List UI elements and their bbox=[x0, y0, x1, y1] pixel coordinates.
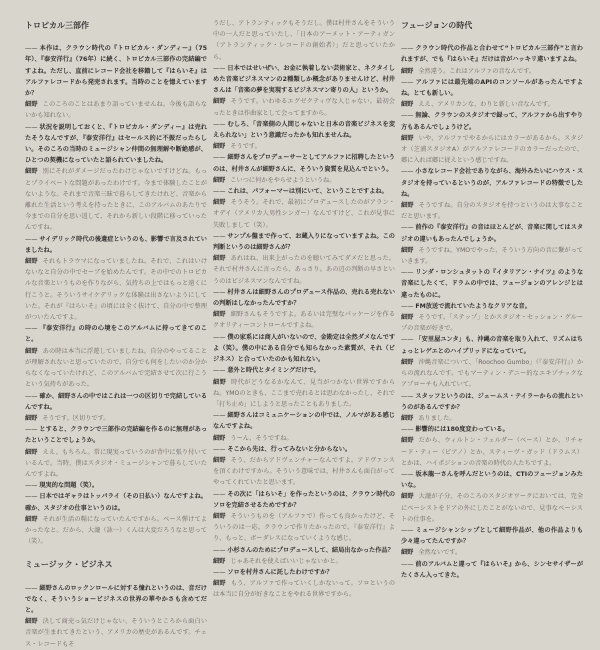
question-paragraph: —— 意外と時代とタイミングだけで。 bbox=[213, 365, 395, 376]
answer-text: そういうものを（アルファで）作っても良かったけど、そういうのは一応、クラウンで作りたかったので。『泰安洋行』より、もっと、ボーダレスになっていくような感じ。 bbox=[213, 512, 395, 543]
answer-text: あれはね、出来上がったのを聴いてみてダメだと思った。それで村井さんに言ったら、あっさり。あの辺の判断の早さというのはビジネスマンなんですね。 bbox=[213, 255, 396, 285]
answer-paragraph bbox=[401, 413, 583, 424]
speaker-name: 細野 bbox=[401, 134, 414, 142]
answer-paragraph bbox=[213, 175, 395, 186]
speaker-name: 細野 bbox=[213, 255, 226, 263]
answer-text: 全然ないです。 bbox=[418, 549, 462, 557]
speaker-name: 細野 bbox=[401, 549, 414, 557]
answer-paragraph bbox=[213, 197, 395, 231]
answer-text: 細野さんもそうですよ。あるいは完璧なパッケージを作るクオリティーコントロールですよね。 bbox=[213, 311, 396, 330]
question-paragraph: —— 無論、クラウンのスタジオで録って、アルファから出すやり方もあるんでしょうけど。 bbox=[401, 110, 583, 132]
speaker-name: 細野 bbox=[25, 258, 38, 266]
speaker-name: 細野 bbox=[401, 202, 414, 210]
body-paragraph: うだし、アトランティックもそうだし。僕は村井さんをそういう中の一人だと思っていたし、「日本のアーメット・アーティガン（アトランティック・レコードの創始者）」だと思っていたから。 bbox=[213, 20, 395, 61]
answer-text: あの時は本当に浮遊していましたね。自分のやってることが理解されないと思っていたので、自分でも何をしたいのか分からなくなっていたけれど、このアルバムで完結させて次に行こうという気持ちがあった。 bbox=[25, 347, 208, 389]
answer-paragraph bbox=[401, 491, 583, 525]
answer-paragraph bbox=[213, 96, 395, 118]
question-paragraph: —— サンプル盤まで作って、お蔵入りになっていますよね。この判断というのは細野さんが？ bbox=[213, 231, 395, 253]
answer-paragraph bbox=[213, 433, 395, 444]
answer-text: そう、だからアドヴェンチャーなんですよ。アドヴァンスを頂くわけですから。そういう意味では、村井さんも面白がってやってくれていたと思います。 bbox=[213, 456, 395, 487]
question-paragraph: —— 小杉さんのためにプロデュースして、結局出なかった作品？ bbox=[213, 545, 395, 556]
question-paragraph: —— ソロを村井さんに託したわけですか？ bbox=[213, 567, 395, 578]
answer-text: いや、アルファでやるからにはカラーがあるから。スタジオ（芝浦スタジオA）がアルファレコードのカラーだったので、郷に入れば郷に従えという感じですね。 bbox=[401, 134, 584, 165]
answer-paragraph bbox=[213, 455, 395, 489]
answer-paragraph bbox=[401, 357, 583, 391]
answer-text: それが生活の糧になっていたんですから。ベース弾けてよかったなと。だから、大瀧（詠一）くんは大変だろうなと思って（笑）。 bbox=[25, 515, 207, 546]
answer-text: ありました。 bbox=[418, 414, 456, 422]
speaker-name: 細野 bbox=[213, 378, 227, 386]
answer-text: うーん、そうですね。 bbox=[230, 434, 293, 442]
speaker-name: 細野 bbox=[213, 98, 226, 106]
answer-text: だから、ウィルトン・フェルダー（ベース）とか、リチャード・ティー（ピアノ）とか、スティーヴ・ガッド（ドラムス）とかは、ハイポジションの音楽の時代の人たちですよ。 bbox=[401, 437, 584, 467]
column-left bbox=[25, 18, 207, 650]
speaker-name: 細野 bbox=[213, 512, 226, 520]
column-right bbox=[401, 18, 583, 581]
speaker-name: 細野 bbox=[213, 199, 226, 207]
question-paragraph: —— 坂本龍一さんを呼んだというのは、CTIのフュージョンみたいな。 bbox=[401, 469, 583, 491]
question-paragraph: —— とすると、クラウンで三部作の完結編を作るのに無理があったということでしょうか。 bbox=[25, 424, 207, 446]
answer-paragraph bbox=[401, 66, 583, 77]
answer-text: そうです。いわゆるエグゼクティヴな人じゃない。最初会ったときは作曲家として会ってますから。 bbox=[213, 98, 395, 117]
question-paragraph: —— むしろ、「音楽側の人間じゃないと日本の音楽ビジネスを変えられない」という意識だったかも知れませんね。 bbox=[213, 119, 395, 141]
question-paragraph: —— その次に「はらいそ」を作ったというのは、クラウン時代のソロを完結させるためですか？ bbox=[213, 489, 395, 511]
question-paragraph: —— 影響的には180度変わっている。 bbox=[401, 424, 583, 435]
speaker-name: 細野 bbox=[401, 101, 414, 109]
section-heading: トロピカル三部作 bbox=[25, 21, 89, 30]
speaker-name: 細野 bbox=[213, 557, 226, 565]
question-paragraph: —— 細野さんのロックンロールに対する憧れというのは、音だけでなく、そういうショービジネスの世界の華やかさも含めてだと。 bbox=[25, 583, 207, 617]
answer-text: 別にそれがダメージだったわけじゃないですけどね。もっとプライベートな問題があったわけです。今まで体験したことがないような。それまで音楽三昧で暮らしてきたけれど、音楽から離れた生活という考えを持ったときに、このアルバムのあたりで今までの自分を思い返して、それから新しい段階に移っていったんですね。 bbox=[25, 168, 208, 232]
question-paragraph: —— 細野さんをプロデューサーとしてアルファに招聘したというのは、村井さんが細野さんに、そういう資質を見込んでという。 bbox=[213, 152, 395, 174]
speaker-name: 細野 bbox=[213, 143, 226, 151]
speaker-name: 細野 bbox=[401, 414, 414, 422]
answer-paragraph bbox=[401, 245, 583, 267]
speaker-name: 細野 bbox=[401, 493, 414, 501]
speaker-name: 細野 bbox=[25, 618, 38, 626]
question-paragraph: —— FM放送で流れていたようなクリアな音。 bbox=[401, 301, 583, 312]
speaker-name: 細野 bbox=[213, 311, 226, 319]
speaker-name: 細野 bbox=[213, 434, 226, 442]
answer-paragraph bbox=[25, 447, 207, 481]
answer-paragraph bbox=[401, 435, 583, 469]
answer-text: そうです。「ステップ」とかスタジオ・セッション・グループの音楽が好きで。 bbox=[401, 314, 584, 333]
answer-paragraph bbox=[25, 346, 207, 391]
answer-paragraph bbox=[213, 309, 395, 331]
question-paragraph: —— 僕の家系には商人がいないので、金勘定は全然ダメなんですよ（笑）。僕の中にある自分でも知らなかった素質が、それ（ビジネス）と合っていたのかも知れない。 bbox=[213, 332, 395, 366]
answer-text: そうです。 bbox=[230, 143, 261, 151]
speaker-name: 細野 bbox=[401, 437, 414, 445]
answer-paragraph bbox=[25, 256, 207, 323]
speaker-name: 細野 bbox=[25, 347, 38, 355]
answer-paragraph bbox=[213, 556, 395, 567]
answer-text: 大瀧が子分、そのころのスタジオワークにおいては、完全にベーシストをドアの外にしたことがないので、見事なベーシストの仕事を。 bbox=[401, 493, 584, 523]
question-paragraph: —— 「安里屋ユンタ」も、沖縄の音楽を取り入れて、リズムはちょっとレゲエとのハイブリッドになっていて。 bbox=[401, 334, 583, 356]
answer-text: こいつに何かをやらせようというね。 bbox=[230, 176, 336, 184]
answer-text: 全然違う。これはアルファの音なんです。 bbox=[418, 67, 536, 75]
answer-text: 決して商売っ気だけじゃない、そういうところから面白い音楽が生まれてきたという、アメリカの歴史があるんです。チェス・レコードもそ bbox=[25, 618, 208, 648]
section-heading: ミュージック・ビジネス bbox=[25, 560, 113, 570]
speaker-name: 細野 bbox=[25, 414, 38, 422]
speaker-name: 細野 bbox=[401, 246, 414, 254]
speaker-name: 細野 bbox=[401, 67, 414, 75]
question-paragraph: —— 前のアルバムと違って『はらいそ』から、シンセサイザーがたくさん入ってきた。 bbox=[401, 559, 583, 581]
answer-text: ええ、もちろん。常に現実っていうのが背中に張り付いているんで。当時、僕はスタジオ・ミュージシャンで暮らしていたんですよね。 bbox=[25, 448, 208, 478]
answer-text: そうですね。YMOでやった、そういう方向の音に繋がっていきます。 bbox=[401, 246, 583, 266]
answer-paragraph bbox=[25, 413, 207, 424]
answer-paragraph bbox=[213, 377, 395, 411]
section-heading: フュージョンの時代 bbox=[401, 21, 473, 30]
answer-paragraph bbox=[401, 200, 583, 222]
answer-text: 沖縄音楽について、「Roochoo Gumbo」（『泰安洋行』）からの流れなんです。でもマーティン・デニー的なエキゾチックなアプローチも入れていて。 bbox=[401, 358, 584, 389]
answer-text: もう、アルファで作っていくしかないって。ソロというのは本当に自分が好きなことをやれる世界ですから。 bbox=[213, 580, 396, 599]
question-paragraph: —— ミュージシャンシップとして細野作品が、他の作品よりも少々違ってたんですか？ bbox=[401, 525, 583, 547]
question-paragraph: —— スタッフというのは、ジェームス・テイラーからの流れというのがあるんですか？ bbox=[401, 391, 583, 413]
answer-paragraph bbox=[213, 253, 395, 287]
question-paragraph: —— 現実的な問題（笑）。 bbox=[25, 480, 207, 491]
speaker-name: 細野 bbox=[25, 101, 38, 109]
answer-text: そうですね。自分のスタジオを持つというのは大事なことだと思います。 bbox=[401, 202, 584, 221]
question-paragraph: —— 確か、細野さんの中ではこれは一つの区切りで完結しているんですね。 bbox=[25, 391, 207, 413]
answer-paragraph bbox=[213, 141, 395, 152]
answer-text: それもトラウマになっていましたね。それで、これはいけないなと自分の中でセーブを始めたんです。その中でのトロピカルな音楽というものを作りながら、気持ちの上ではもっと遠くに行こうと。そういうサイケデリックな体験は出さないようにしていた。それが『はらいそ』の頃には全く抜けて、自分の中で整理がついたんですよ。 bbox=[25, 258, 208, 322]
answer-paragraph bbox=[401, 99, 583, 110]
answer-text: このころのことはあまり語っていませんね。今後も語らないかも知れない。 bbox=[25, 101, 208, 120]
answer-text: じゃあそれを使えばいいじゃないかと。 bbox=[230, 557, 342, 565]
answer-paragraph bbox=[213, 578, 395, 600]
question-paragraph: —— 前作の『泰安洋行』の音はほとんどが、音楽に関してはスタジオの違いもあったんでしょうか。 bbox=[401, 222, 583, 244]
speaker-name: 細野 bbox=[213, 580, 226, 588]
answer-text: そうです。区切りです。 bbox=[42, 414, 110, 422]
speaker-name: 細野 bbox=[25, 448, 38, 456]
answer-paragraph bbox=[401, 547, 583, 558]
speaker-name: 細野 bbox=[401, 314, 414, 322]
question-paragraph: —— 状況を説明しておくと、『トロピカル・ダンディー』は売れたそうなんですが、『泰安洋行』はセールス的に不振だったらしい。そのころの当時のミュージシャン仲間の無理解や断絶感が、ひとつの契機になっていたと語られていましたね。 bbox=[25, 122, 207, 167]
answer-paragraph bbox=[25, 99, 207, 121]
question-paragraph: —— これは、パフォーマーは別にいて、ということですよね。 bbox=[213, 186, 395, 197]
question-paragraph: —— 小さなレコード会社でありながら、海外みたいにハウス・スタジオを持っているというのが、アルファレコードの特徴でしたね。 bbox=[401, 166, 583, 200]
question-paragraph: —— 日本ではギャラはトッパライ（その日払い）なんですよね。確か、スタジオの仕事というのは。 bbox=[25, 491, 207, 513]
speaker-name: 細野 bbox=[25, 515, 38, 523]
answer-paragraph bbox=[25, 616, 207, 650]
speaker-name: 細野 bbox=[25, 168, 38, 176]
question-paragraph: —— 細野さんはコミュニケーションの中では、ノルマがある感じなんですよね。 bbox=[213, 410, 395, 432]
answer-paragraph bbox=[25, 166, 207, 233]
answer-text: ええ、アメリカンな、わりと新しい音なんです。 bbox=[418, 101, 554, 109]
answer-paragraph bbox=[213, 511, 395, 545]
speaker-name: 細野 bbox=[213, 456, 226, 464]
question-paragraph: —— 『泰安洋行』の時の心境をこのアルバムに持ってきてのこと。 bbox=[25, 323, 207, 345]
question-paragraph: —— 日本ではせいぜい、お金に執着しない芸術家と、ネクタイしめた音楽ビジネスマンの2種類しか概念がありませんけど、村井さんは「音楽の夢を実現するビジネスマン寄りの人」というか。 bbox=[213, 63, 395, 97]
question-paragraph: —— そこから先は、行ってみないと分からない。 bbox=[213, 444, 395, 455]
speaker-name: 細野 bbox=[401, 358, 414, 366]
question-paragraph: —— 村井さんは細野さんのプロデュース作品の、売れる売れないの判断はしなかったんですか？ bbox=[213, 287, 395, 309]
answer-paragraph bbox=[25, 514, 207, 548]
question-paragraph: —— 本作は、クラウン時代の『トロピカル・ダンディー』（75年）、『泰安洋行』（76年）に続く、トロピカル三部作の完結編ですよね。ただし、直前にレコード会社を移籍して『はらいそ』はアルファレコードから発売されます。当時のことを憶えていますか？ bbox=[25, 43, 207, 99]
question-paragraph: —— サイデリック時代の後遺症というのも、影響で言及されていましたね。 bbox=[25, 234, 207, 256]
speaker-name: 細野 bbox=[213, 176, 226, 184]
answer-text: そうそう。それで、最初にプロデュースしたのがアラン・オデイ（アメリカ人男性シンガー）なんですけど、これが見事に失敗しまして（笑）。 bbox=[213, 199, 395, 229]
answer-text: 時代がどうなるかなんて、見当がつかない世界ですからね。YMOのときも、ここまで売れるとは思わなかったし、それで「打ち止め」にしようと思ったこともありました。 bbox=[213, 378, 396, 408]
question-paragraph: —— クラウン時代の作品と合わせて“トロピカル三部作”と言われますが、でも『はらいそ』だけは音がハッキリ違いますよね。 bbox=[401, 43, 583, 65]
question-paragraph: —— リンダ・ロンシュタットの『イタリアン・ナイツ』のような音楽にしたくて、ドラムの中では、フュージョンのアレンジとは違ったものに。 bbox=[401, 267, 583, 301]
question-paragraph: —— アルファには最先端のAPIのコンソールがあったんですよね。とても新しい。 bbox=[401, 77, 583, 99]
answer-paragraph bbox=[401, 133, 583, 167]
column-middle bbox=[213, 18, 395, 601]
answer-paragraph bbox=[401, 312, 583, 334]
